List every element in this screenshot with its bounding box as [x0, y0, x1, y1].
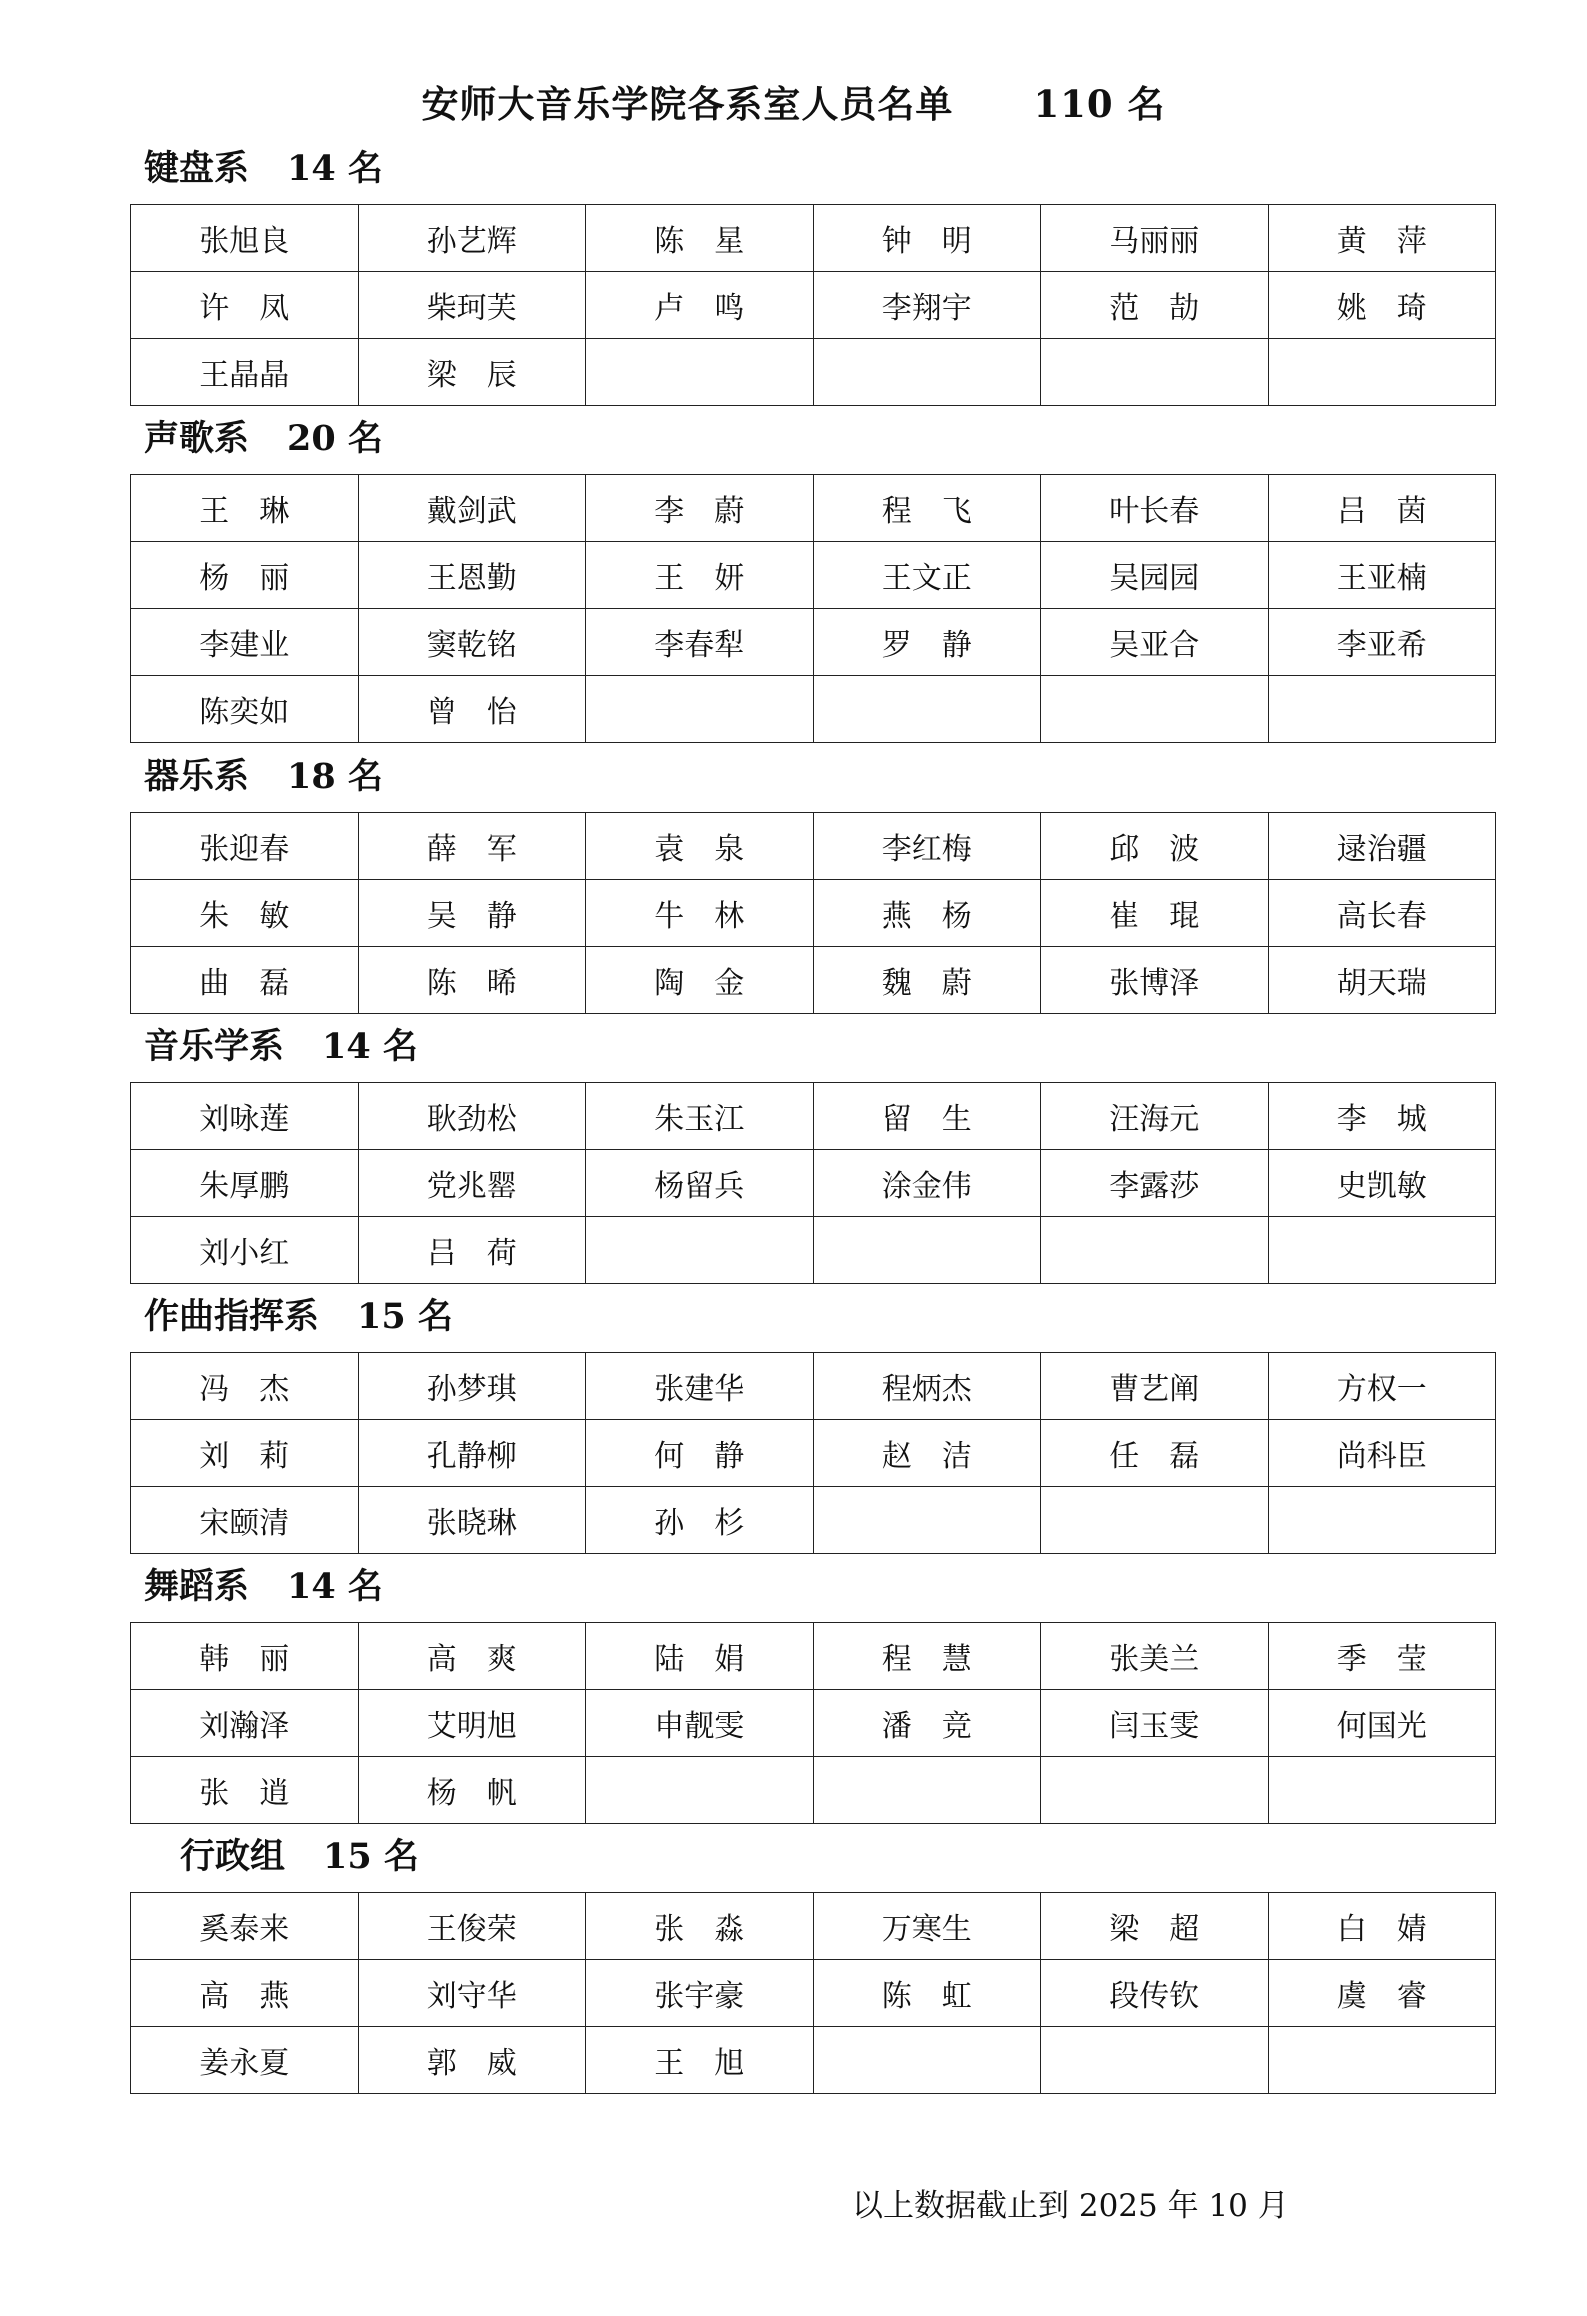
staff-name-cell: 刘小红 [131, 1217, 359, 1284]
table-row [131, 1217, 1496, 1284]
staff-name-cell: 高 爽 [358, 1623, 586, 1690]
staff-name-cell: 吴 静 [358, 880, 586, 947]
table-row [131, 947, 1496, 1014]
staff-name-cell: 吕 茵 [1268, 475, 1496, 542]
staff-name-cell: 吴园园 [1041, 542, 1269, 609]
empty-cell [1268, 2027, 1496, 2094]
staff-name-cell: 朱玉江 [586, 1083, 814, 1150]
section-heading [130, 416, 1496, 462]
section-instrumental [130, 754, 1496, 1014]
staff-name-cell: 朱 敏 [131, 880, 359, 947]
department-count: 14 名 [322, 1026, 418, 1067]
section-keyboard [130, 146, 1496, 406]
empty-cell [586, 1217, 814, 1284]
staff-name-cell: 高 燕 [131, 1960, 359, 2027]
empty-cell [813, 2027, 1041, 2094]
empty-cell [813, 1217, 1041, 1284]
staff-name-cell: 燕 杨 [813, 880, 1041, 947]
staff-name-cell: 张晓琳 [358, 1487, 586, 1554]
staff-name-cell: 魏 蔚 [813, 947, 1041, 1014]
staff-name-cell: 宋颐清 [131, 1487, 359, 1554]
staff-name-cell: 胡天瑞 [1268, 947, 1496, 1014]
empty-cell [586, 676, 814, 743]
staff-name-cell: 张宇豪 [586, 1960, 814, 2027]
staff-name-cell: 曾 怡 [358, 676, 586, 743]
staff-name-cell: 王晶晶 [131, 339, 359, 406]
staff-name-cell: 王恩勤 [358, 542, 586, 609]
staff-name-cell: 李 蔚 [586, 475, 814, 542]
staff-name-cell: 王 琳 [131, 475, 359, 542]
staff-name-cell: 曹艺阐 [1041, 1353, 1269, 1420]
empty-cell [813, 1487, 1041, 1554]
staff-name-cell: 罗 静 [813, 609, 1041, 676]
empty-cell [1268, 676, 1496, 743]
staff-name-cell: 姜永夏 [131, 2027, 359, 2094]
department-count: 20 名 [287, 418, 383, 459]
staff-name-cell: 闫玉雯 [1041, 1690, 1269, 1757]
staff-name-cell: 陶 金 [586, 947, 814, 1014]
staff-name-cell: 曲 磊 [131, 947, 359, 1014]
department-name: 作曲指挥系 [144, 1296, 320, 1337]
department-count: 18 名 [287, 756, 383, 797]
staff-name-cell: 张 淼 [586, 1893, 814, 1960]
section-heading [130, 146, 1496, 192]
table-row [131, 1960, 1496, 2027]
staff-name-cell: 张博泽 [1041, 947, 1269, 1014]
staff-name-cell: 叶长春 [1041, 475, 1269, 542]
staff-name-cell: 涂金伟 [813, 1150, 1041, 1217]
staff-name-cell: 陈 虹 [813, 1960, 1041, 2027]
staff-name-cell: 王亚楠 [1268, 542, 1496, 609]
staff-name-cell: 高长春 [1268, 880, 1496, 947]
staff-name-cell: 张 逍 [131, 1757, 359, 1824]
department-name: 键盘系 [144, 148, 250, 189]
staff-table-instrumental [130, 812, 1496, 1014]
table-row [131, 205, 1496, 272]
staff-name-cell: 孙梦琪 [358, 1353, 586, 1420]
table-row [131, 880, 1496, 947]
department-name: 声歌系 [144, 418, 250, 459]
staff-table-dance [130, 1622, 1496, 1824]
staff-name-cell: 邱 波 [1041, 813, 1269, 880]
staff-name-cell: 钟 明 [813, 205, 1041, 272]
empty-cell [1268, 1757, 1496, 1824]
staff-name-cell: 张建华 [586, 1353, 814, 1420]
staff-name-cell: 刘守华 [358, 1960, 586, 2027]
staff-name-cell: 刘咏莲 [131, 1083, 359, 1150]
staff-name-cell: 刘瀚泽 [131, 1690, 359, 1757]
table-row [131, 272, 1496, 339]
staff-name-cell: 万寒生 [813, 1893, 1041, 1960]
department-name: 行政组 [180, 1836, 286, 1877]
table-row [131, 676, 1496, 743]
table-row [131, 1420, 1496, 1487]
staff-name-cell: 张旭良 [131, 205, 359, 272]
staff-name-cell: 潘 竞 [813, 1690, 1041, 1757]
staff-name-cell: 马丽丽 [1041, 205, 1269, 272]
empty-cell [813, 1757, 1041, 1824]
section-heading [130, 1294, 1496, 1340]
staff-name-cell: 许 凤 [131, 272, 359, 339]
table-row [131, 1623, 1496, 1690]
staff-name-cell: 汪海元 [1041, 1083, 1269, 1150]
staff-name-cell: 王 旭 [586, 2027, 814, 2094]
staff-name-cell: 姚 琦 [1268, 272, 1496, 339]
empty-cell [1041, 339, 1269, 406]
staff-name-cell: 吕 荷 [358, 1217, 586, 1284]
staff-name-cell: 孔静柳 [358, 1420, 586, 1487]
empty-cell [586, 1757, 814, 1824]
department-name: 器乐系 [144, 756, 250, 797]
staff-name-cell: 王俊荣 [358, 1893, 586, 1960]
staff-name-cell: 杨 帆 [358, 1757, 586, 1824]
staff-name-cell: 史凯敏 [1268, 1150, 1496, 1217]
staff-name-cell: 耿劲松 [358, 1083, 586, 1150]
department-count: 14 名 [287, 148, 383, 189]
staff-name-cell: 尚科臣 [1268, 1420, 1496, 1487]
staff-table-administration [130, 1892, 1496, 2094]
staff-name-cell: 赵 洁 [813, 1420, 1041, 1487]
staff-name-cell: 梁 超 [1041, 1893, 1269, 1960]
staff-name-cell: 李露莎 [1041, 1150, 1269, 1217]
table-row [131, 609, 1496, 676]
staff-name-cell: 王 妍 [586, 542, 814, 609]
staff-name-cell: 张迎春 [131, 813, 359, 880]
staff-name-cell: 陆 娟 [586, 1623, 814, 1690]
staff-name-cell: 程 飞 [813, 475, 1041, 542]
table-row [131, 1150, 1496, 1217]
staff-name-cell: 陈 星 [586, 205, 814, 272]
section-composition-conducting [130, 1294, 1496, 1554]
department-count: 15 名 [357, 1296, 453, 1337]
empty-cell [1041, 1757, 1269, 1824]
staff-name-cell: 梁 辰 [358, 339, 586, 406]
staff-name-cell: 艾明旭 [358, 1690, 586, 1757]
staff-name-cell: 牛 林 [586, 880, 814, 947]
page-title [0, 74, 1587, 128]
staff-table-musicology [130, 1082, 1496, 1284]
staff-name-cell: 薛 军 [358, 813, 586, 880]
staff-name-cell: 白 婧 [1268, 1893, 1496, 1960]
empty-cell [1041, 676, 1269, 743]
staff-name-cell: 李红梅 [813, 813, 1041, 880]
empty-cell [813, 339, 1041, 406]
staff-name-cell: 虞 睿 [1268, 1960, 1496, 2027]
table-row [131, 542, 1496, 609]
staff-name-cell: 吴亚合 [1041, 609, 1269, 676]
staff-name-cell: 杨留兵 [586, 1150, 814, 1217]
empty-cell [1041, 1217, 1269, 1284]
staff-name-cell: 李建业 [131, 609, 359, 676]
staff-name-cell: 何 静 [586, 1420, 814, 1487]
staff-name-cell: 黄 萍 [1268, 205, 1496, 272]
table-row [131, 1353, 1496, 1420]
section-heading [130, 1834, 1496, 1880]
staff-name-cell: 申靓雯 [586, 1690, 814, 1757]
table-row [131, 475, 1496, 542]
section-administration [130, 1834, 1496, 2094]
staff-name-cell: 陈 晞 [358, 947, 586, 1014]
staff-name-cell: 逯治疆 [1268, 813, 1496, 880]
staff-name-cell: 刘 莉 [131, 1420, 359, 1487]
staff-name-cell: 窦乾铭 [358, 609, 586, 676]
staff-name-cell: 卢 鸣 [586, 272, 814, 339]
staff-name-cell: 李 城 [1268, 1083, 1496, 1150]
staff-table-vocal [130, 474, 1496, 743]
department-name: 舞蹈系 [144, 1566, 250, 1607]
staff-name-cell: 李亚希 [1268, 609, 1496, 676]
staff-name-cell: 崔 琨 [1041, 880, 1269, 947]
staff-name-cell: 方权一 [1268, 1353, 1496, 1420]
section-vocal [130, 416, 1496, 743]
table-row [131, 1757, 1496, 1824]
table-row [131, 339, 1496, 406]
staff-name-cell: 何国光 [1268, 1690, 1496, 1757]
section-heading [130, 1564, 1496, 1610]
staff-name-cell: 范 劼 [1041, 272, 1269, 339]
staff-name-cell: 柴珂芙 [358, 272, 586, 339]
section-musicology [130, 1024, 1496, 1284]
staff-name-cell: 奚泰来 [131, 1893, 359, 1960]
staff-table-composition-conducting [130, 1352, 1496, 1554]
staff-name-cell: 戴剑武 [358, 475, 586, 542]
empty-cell [813, 676, 1041, 743]
table-row [131, 1083, 1496, 1150]
title-text: 安师大音乐学院各系室人员名单 [421, 82, 954, 126]
section-heading [130, 754, 1496, 800]
staff-name-cell: 段传钦 [1041, 1960, 1269, 2027]
staff-name-cell: 季 莹 [1268, 1623, 1496, 1690]
data-cutoff-note: 以上数据截止到 2025 年 10 月 [852, 2188, 1289, 2224]
section-heading [130, 1024, 1496, 1070]
staff-name-cell: 孙 杉 [586, 1487, 814, 1554]
empty-cell [1268, 339, 1496, 406]
staff-name-cell: 王文正 [813, 542, 1041, 609]
staff-name-cell: 党兆罂 [358, 1150, 586, 1217]
table-row [131, 813, 1496, 880]
table-row [131, 1690, 1496, 1757]
empty-cell [586, 339, 814, 406]
staff-name-cell: 留 生 [813, 1083, 1041, 1150]
staff-table-keyboard [130, 204, 1496, 406]
section-dance [130, 1564, 1496, 1824]
staff-name-cell: 李翔宇 [813, 272, 1041, 339]
empty-cell [1268, 1217, 1496, 1284]
title-total: 110 名 [1033, 82, 1166, 126]
table-row [131, 2027, 1496, 2094]
staff-name-cell: 李春犁 [586, 609, 814, 676]
staff-name-cell: 朱厚鹏 [131, 1150, 359, 1217]
table-row [131, 1487, 1496, 1554]
empty-cell [1268, 1487, 1496, 1554]
department-count: 14 名 [287, 1566, 383, 1607]
staff-name-cell: 陈奕如 [131, 676, 359, 743]
staff-name-cell: 冯 杰 [131, 1353, 359, 1420]
empty-cell [1041, 2027, 1269, 2094]
staff-name-cell: 孙艺辉 [358, 205, 586, 272]
staff-name-cell: 杨 丽 [131, 542, 359, 609]
staff-name-cell: 韩 丽 [131, 1623, 359, 1690]
department-name: 音乐学系 [144, 1026, 285, 1067]
staff-name-cell: 袁 泉 [586, 813, 814, 880]
staff-name-cell: 程炳杰 [813, 1353, 1041, 1420]
staff-name-cell: 张美兰 [1041, 1623, 1269, 1690]
staff-name-cell: 郭 威 [358, 2027, 586, 2094]
table-row [131, 1893, 1496, 1960]
staff-name-cell: 任 磊 [1041, 1420, 1269, 1487]
staff-name-cell: 程 慧 [813, 1623, 1041, 1690]
empty-cell [1041, 1487, 1269, 1554]
department-count: 15 名 [323, 1836, 419, 1877]
